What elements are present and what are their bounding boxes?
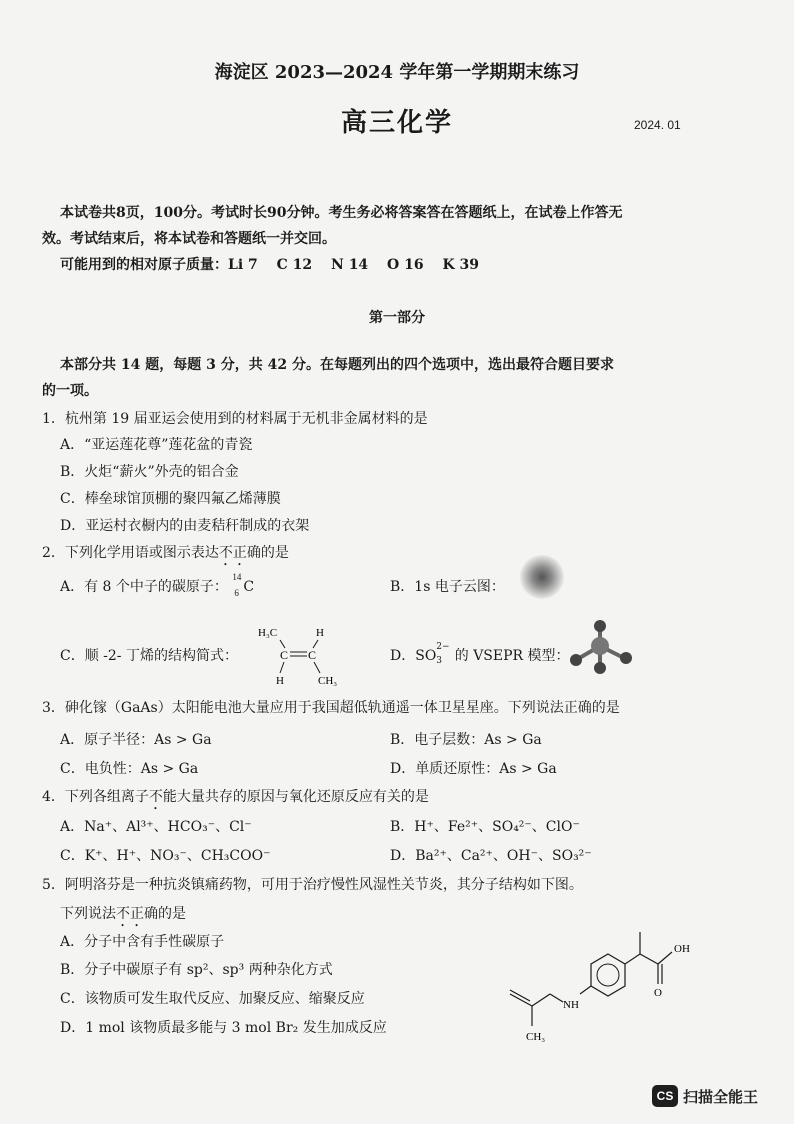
bond-line: [550, 994, 563, 1002]
part-intro-2: 的一项。: [42, 383, 98, 399]
model-atom: [570, 654, 582, 666]
q2-option-d: [390, 642, 570, 666]
exam-date: 2024. 01: [634, 118, 681, 132]
q2-stem-part-b: 确的是: [246, 545, 289, 561]
benzene-ring: [591, 954, 625, 996]
sulfite-sup: 2−: [436, 642, 450, 652]
label-c-left: C: [280, 648, 289, 662]
sulfite-sub: 3: [436, 656, 443, 666]
q3-option-b: B．电子层数：As > Ga: [390, 732, 542, 748]
q2-option-a: [60, 572, 255, 598]
label-nh: NH: [563, 999, 579, 1011]
model-atom: [620, 652, 632, 664]
label-o: O: [654, 987, 662, 999]
q5-stem-part-b: 确的是: [144, 906, 186, 922]
q4-stem: [42, 786, 429, 813]
label-h3c: H₃C: [258, 627, 278, 639]
q2-stem-part-a: 2．下列化学用语或图示表达: [42, 545, 219, 561]
bond-line: [658, 952, 672, 964]
label-oh: OH: [674, 943, 690, 955]
bond-line: [580, 986, 591, 994]
aminoprofen-structure: [488, 916, 728, 1046]
q4-option-a: A．Na⁺、Al³⁺、HCO₃⁻、Cl⁻: [60, 819, 252, 835]
carbon-isotope: [232, 572, 255, 598]
bond-line: [313, 640, 318, 648]
q2-option-d-pre: D．SO: [390, 648, 437, 664]
aromatic-circle: [597, 964, 619, 986]
q5-option-c: C．该物质可发生取代反应、加聚反应、缩聚反应: [60, 991, 365, 1007]
q5-stem-emphasis: 不正: [116, 906, 144, 922]
q4-option-b: B．H⁺、Fe²⁺、SO₄²⁻、ClO⁻: [390, 819, 580, 835]
model-atom: [594, 620, 606, 632]
q5-stem-2: [60, 903, 186, 930]
q4-stem-part-b: 能大量共存的原因与氧化还原反应有关的是: [162, 789, 429, 805]
q5-stem-part-a: 下列说法: [60, 906, 116, 922]
q1-stem: 1．杭州第 19 届亚运会使用到的材料属于无机非金属材料的是: [42, 411, 428, 427]
q2-option-c: C．顺 -2- 丁烯的结构简式：: [60, 648, 238, 664]
label-ch3: CH₃: [526, 1031, 546, 1043]
q2-option-a-text: A．有 8 个中子的碳原子：: [60, 579, 228, 595]
part-intro-1: 本部分共 14 题，每题 3 分，共 42 分。在每题列出的四个选项中，选出最符合题目要求: [60, 357, 614, 373]
q3-option-c: C．电负性：As > Ga: [60, 761, 199, 777]
bond-line: [640, 954, 658, 964]
q4-stem-emphasis: 不: [148, 789, 163, 805]
part-title: 第一部分: [369, 310, 425, 326]
isotope-symbol: C: [243, 579, 255, 595]
q2-option-b: B．1s 电子云图：: [390, 579, 505, 595]
cis-butene-structure: [250, 620, 350, 690]
label-h-bottom: H: [276, 675, 284, 687]
isotope-mass: 14: [232, 572, 242, 582]
q5-option-a: A．分子中含有手性碳原子: [60, 934, 225, 950]
exam-title: 海淀区 2023—2024 学年第一学期期末练习: [214, 62, 580, 83]
sulfite-charge: [436, 642, 450, 666]
q2-option-d-post: 的 VSEPR 模型：: [450, 648, 570, 664]
q4-option-d: D．Ba²⁺、Ca²⁺、OH⁻、SO₃²⁻: [390, 848, 592, 864]
q3-option-a: A．原子半径：As > Ga: [60, 732, 212, 748]
q1-option-b: B．火炬“薪火”外壳的铝合金: [60, 464, 239, 480]
label-c-right: C: [308, 648, 317, 662]
bond-line: [280, 662, 284, 673]
label-h-top: H: [316, 627, 324, 639]
q5-option-d: D．1 mol 该物质最多能与 3 mol Br₂ 发生加成反应: [60, 1020, 387, 1036]
camscanner-text: 扫描全能王: [683, 1089, 759, 1106]
instructions-line-1: 本试卷共8页，100分。考试时长90分钟。考生务必将答案答在答题纸上，在试卷上作答无: [60, 205, 623, 221]
bond-line: [314, 662, 320, 673]
q2-stem: [42, 542, 289, 569]
camscanner-logo: CS: [652, 1085, 678, 1107]
q1-option-a: A．“亚运莲花尊”莲花盆的青瓷: [60, 437, 253, 453]
vsepr-model-image: [566, 616, 638, 676]
bond-line: [280, 640, 285, 648]
bond-line: [625, 954, 640, 964]
instructions-line-2: 效。考试结束后，将本试卷和答题纸一并交回。: [42, 231, 336, 247]
model-center-atom: [591, 637, 609, 655]
q2-stem-emphasis: 不正: [218, 545, 247, 561]
isotope-z: 6: [234, 588, 239, 598]
q4-stem-part-a: 4．下列各组离子: [42, 789, 149, 805]
atomic-mass-line: 可能用到的相对原子质量：Li 7 C 12 N 14 O 16 K 39: [60, 257, 480, 273]
q5-stem: 5．阿明洛芬是一种抗炎镇痛药物，可用于治疗慢性风湿性关节炎，其分子结构如下图。: [42, 877, 583, 893]
bond-line: [532, 994, 550, 1006]
q4-option-c: C．K⁺、H⁺、NO₃⁻、CH₃COO⁻: [60, 848, 271, 864]
q1-option-d: D．亚运村衣橱内的由麦秸秆制成的衣架: [60, 518, 310, 534]
label-ch3: CH₃: [318, 675, 338, 687]
q5-option-b: B．分子中碳原子有 sp²、sp³ 两种杂化方式: [60, 962, 333, 978]
q1-option-c: C．棒垒球馆顶棚的聚四氟乙烯薄膜: [60, 491, 281, 507]
model-atom: [594, 662, 606, 674]
electron-cloud-image: [520, 555, 564, 599]
subject-title: 高三化学: [340, 108, 453, 138]
q3-option-d: D．单质还原性：As > Ga: [390, 761, 557, 777]
q3-stem: 3．砷化镓（GaAs）太阳能电池大量应用于我国超低轨通遥一体卫星星座。下列说法正确的是: [42, 700, 620, 716]
